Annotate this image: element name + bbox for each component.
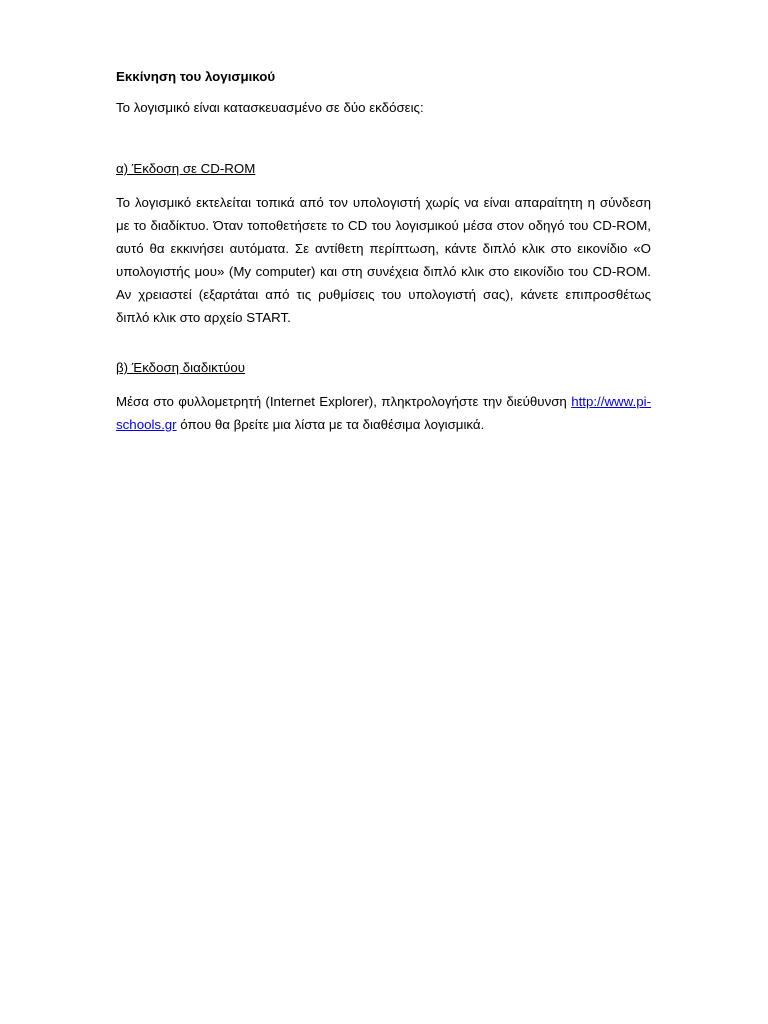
document-content [116,68,651,436]
web-paragraph-text-end: όπου θα βρείτε μια λίστα με τα διαθέσιμα λογισμικά. [176,417,485,432]
web-paragraph-text-start: Μέσα στο φυλλομετρητή (Internet Explorer), πληκτρολογήστε την διεύθυνση [116,394,572,409]
cdrom-paragraph: Το λογισμικό εκτελείται τοπικά από τον υπολογιστή χωρίς να είναι απαραίτητη η σύνδεση με το διαδίκτυο. Όταν τοποθετήσετε το CD του λογισμικού μέσα στον οδηγό του CD-ROM, αυτό θα εκκινήσει αυτόματα. Σε αντίθετη περίπτωση, κάντε διπλό κλικ στο εικονίδιο «Ο υπολογιστής μου» (My computer) και στη συνέχεια διπλό κλικ στο εικονίδιο του CD-ROM. Αν χρειαστεί (εξαρτάται από τις ρυθμίσεις του υπολογιστή σας), κάνετε επιπροσθέτως διπλό κλικ στο αρχείο START. [116,195,651,325]
document-heading: Εκκίνηση του λογισμικού [116,69,276,84]
intro-paragraph: Το λογισμικό είναι κατασκευασμένο σε δύο εκδόσεις: [116,100,424,115]
web-paragraph [116,390,651,436]
section-title-cdrom: α) Έκδοση σε CD-ROM [116,161,256,176]
section-title-web: β) Έκδοση διαδικτύου [116,360,246,375]
pi-schools-link[interactable]: http://www.pi-schools.gr [116,394,651,432]
